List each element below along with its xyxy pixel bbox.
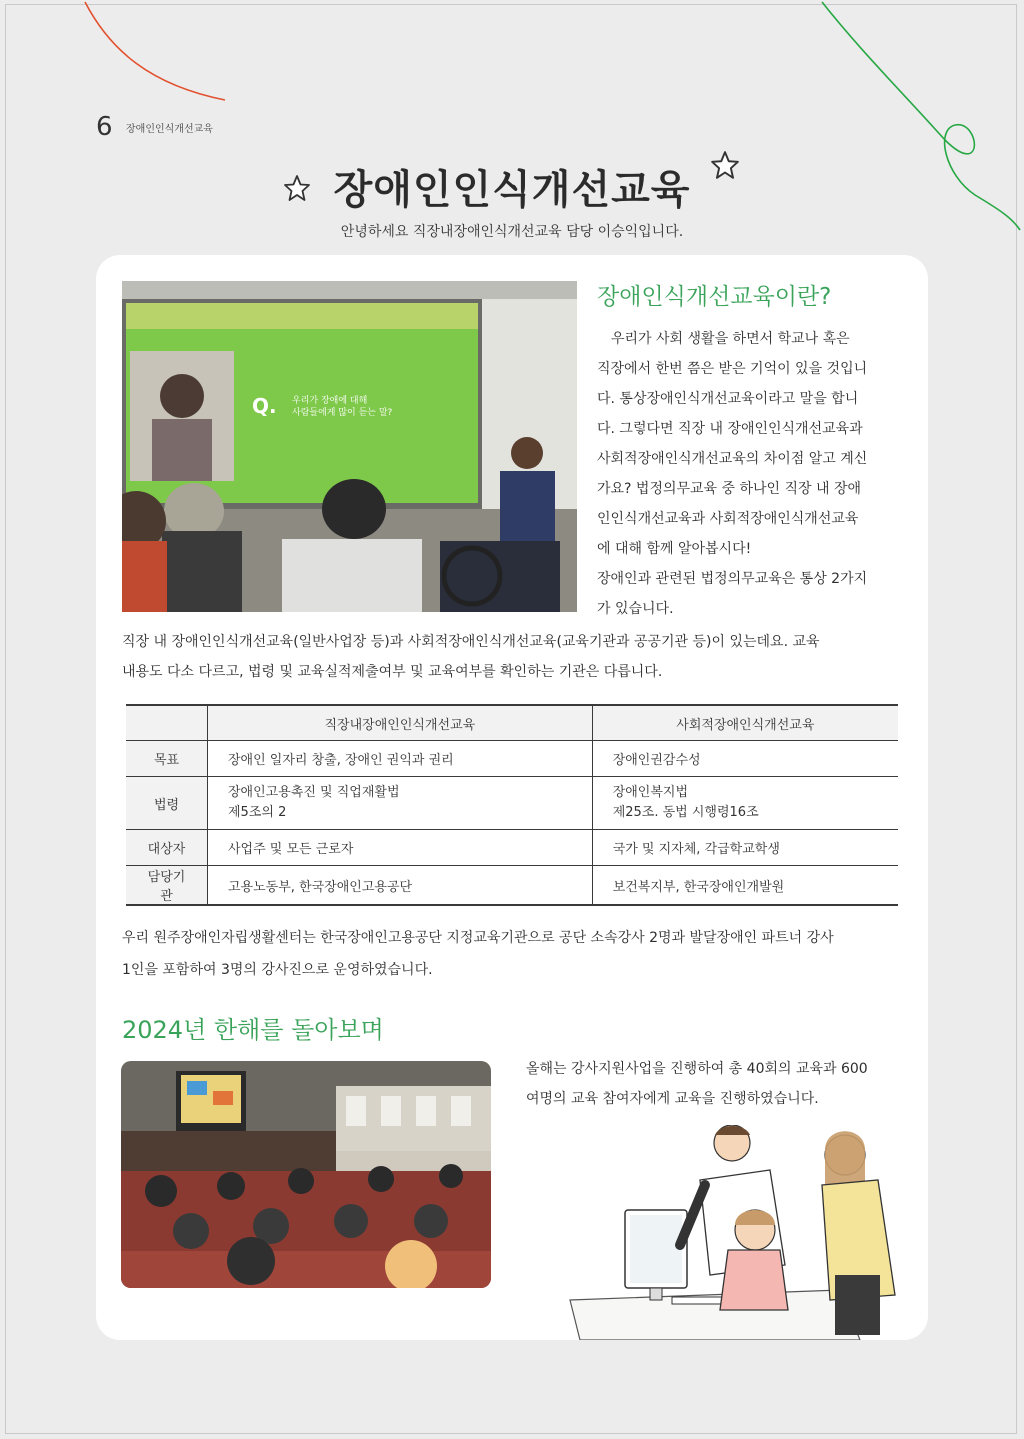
- section-heading-what-is: 장애인식개선교육이란?: [597, 284, 832, 310]
- page-number: 6: [96, 112, 113, 142]
- section1-paragraph: 우리가 사회 생활을 하면서 학교나 혹은 직장에서 한번 쯤은 받은 기억이 있을 것입니 다. 통상장애인식개선교육이라고 말을 합니 다. 그렇다면 직장 내 장애인인식개선교육과 사회적장애인식개선교육의 차이점 알고 계신 가요? 법정의무교육 중 하나인 직장 내 장애 인인식개선교육과 사회적장애인식개선교육 에 대해 함께 알아봅시다! 장애인과 관련된 법정의무교육은 통상 2가지 가 있습니다.: [597, 331, 868, 617]
- table-row: [126, 777, 898, 830]
- table-cell: 장애인권감수성: [592, 741, 898, 777]
- section2-paragraph: 올해는 강사지원사업을 진행하여 총 40회의 교육과 600 여명의 교육 참여자에게 교육을 진행하였습니다.: [526, 1061, 868, 1107]
- table-cell: 장애인고용촉진 및 직업재활법 제5조의 2: [208, 777, 593, 830]
- title-banner: [0, 150, 1024, 212]
- table-header-row: [126, 705, 898, 741]
- page-title: 장애인인식개선교육: [333, 167, 691, 213]
- slide-question: 우리가 장애에 대해 사람들에게 많이 듣는 말?: [292, 396, 393, 418]
- comparison-table: [126, 704, 898, 906]
- row-label: 담당기관: [126, 866, 208, 906]
- table-row: [126, 830, 898, 866]
- table-cell: 고용노동부, 한국장애인고용공단: [208, 866, 593, 906]
- table-row: [126, 741, 898, 777]
- row-label: 대상자: [126, 830, 208, 866]
- table-header-empty: [126, 705, 208, 741]
- auditorium-photo: [121, 1061, 491, 1288]
- intro-text: 안녕하세요 직장내장애인식개선교육 담당 이승익입니다.: [340, 224, 684, 240]
- table-cell: 보건복지부, 한국장애인개발원: [592, 866, 898, 906]
- row-label: 법령: [126, 777, 208, 830]
- row-label: 목표: [126, 741, 208, 777]
- table-header-social: 사회적장애인식개선교육: [592, 705, 898, 741]
- section-heading-2024: 2024년 한해를 돌아보며: [122, 1016, 384, 1044]
- table-row: [126, 866, 898, 906]
- table-cell: 장애인복지법 제25조. 동법 시행령16조: [592, 777, 898, 830]
- table-cell: 국가 및 지자체, 각급학교학생: [592, 830, 898, 866]
- running-title: 장애인인식개선교육: [126, 124, 213, 135]
- lecture-photo: [122, 281, 577, 612]
- table-cell: 사업주 및 모든 근로자: [208, 830, 593, 866]
- table-cell: 장애인 일자리 창출, 장애인 권익과 권리: [208, 741, 593, 777]
- section1-full-paragraph: 직장 내 장애인인식개선교육(일반사업장 등)과 사회적장애인식개선교육(교육기관과 공공기관 등)이 있는데요. 교육 내용도 다소 다르고, 법령 및 교육실적제출여부 및 교육여부를 확인하는 기관은 다릅니다.: [122, 634, 820, 680]
- office-illustration: [560, 1125, 910, 1340]
- table-header-workplace: 직장내장애인인식개선교육: [208, 705, 593, 741]
- center-info-paragraph: 우리 원주장애인자립생활센터는 한국장애인고용공단 지정교육기관으로 공단 소속강사 2명과 발달장애인 파트너 강사 1인을 포함하여 3명의 강사진으로 운영하였습니다.: [122, 930, 834, 978]
- slide-q-mark: Q.: [252, 394, 277, 418]
